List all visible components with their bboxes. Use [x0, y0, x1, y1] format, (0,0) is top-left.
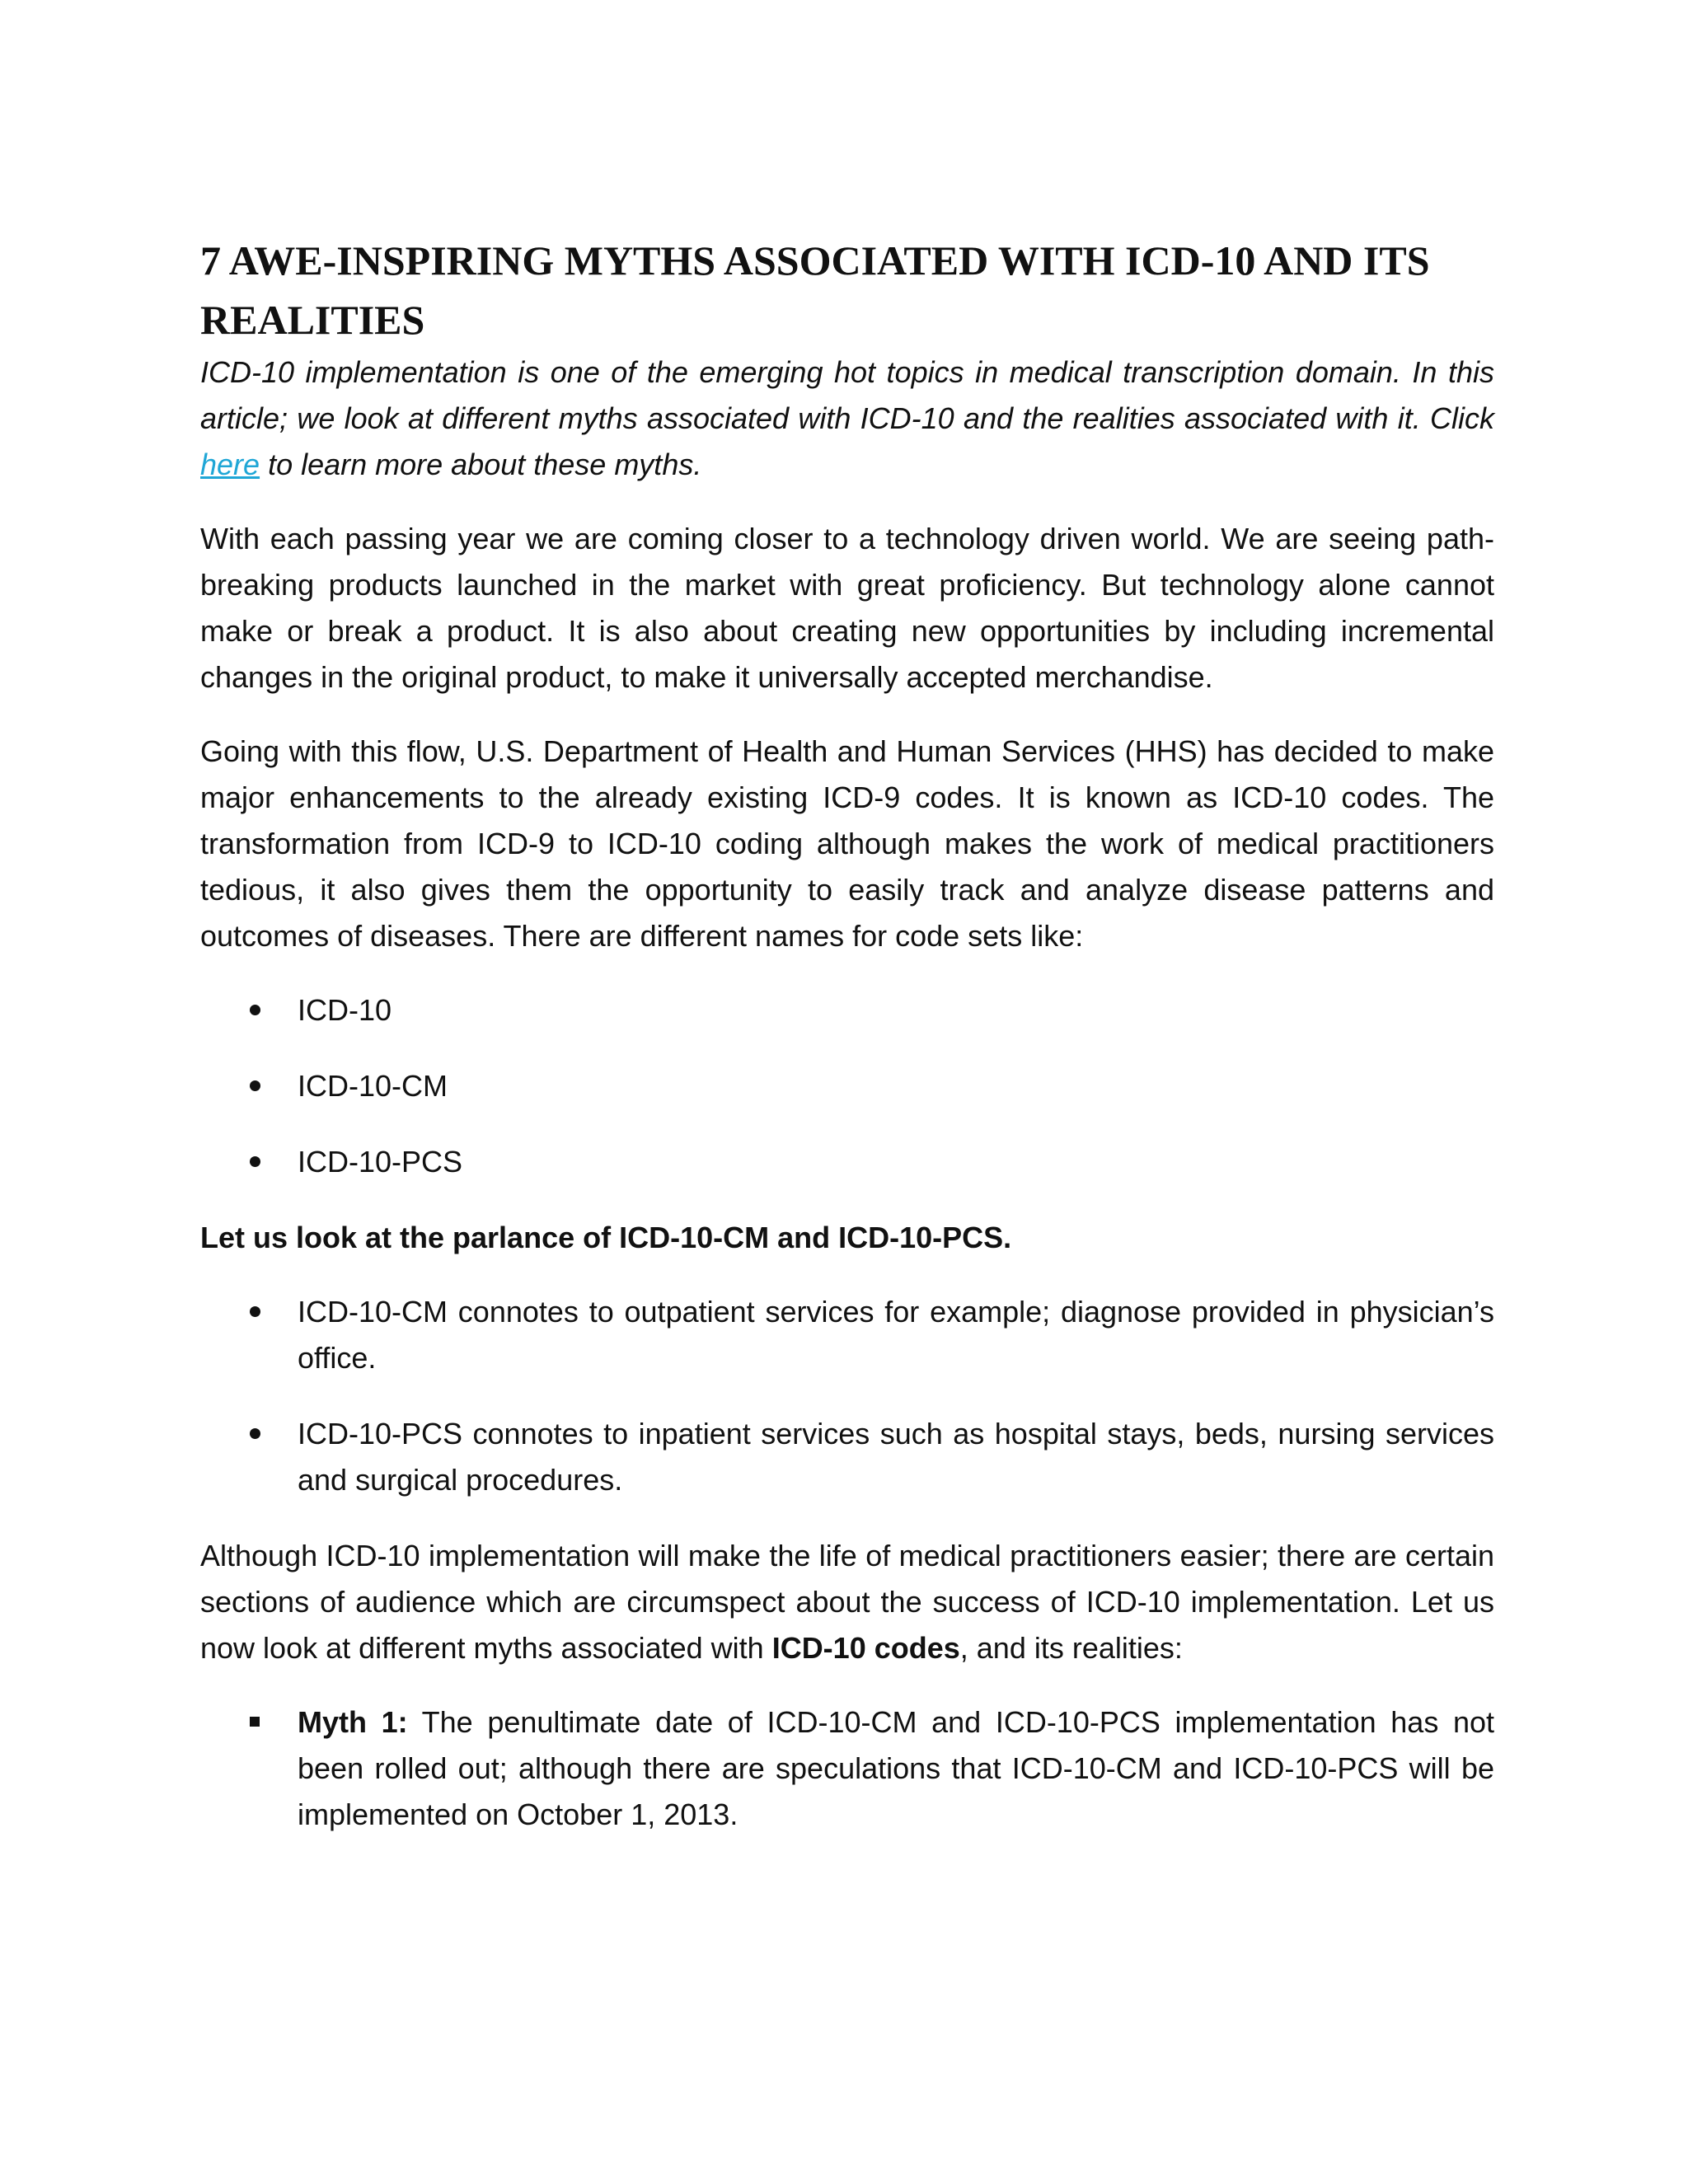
- icd10-codes-emphasis: ICD-10 codes: [771, 1631, 960, 1665]
- parlance-subheading: Let us look at the parlance of ICD-10-CM and ICD-10-PCS.: [200, 1221, 1012, 1254]
- code-set-label: ICD-10-PCS: [298, 1145, 463, 1179]
- myths-intro-text-end: , and its realities:: [959, 1631, 1183, 1665]
- bullet-icon: [250, 1306, 260, 1317]
- code-sets-list: [200, 987, 1494, 1185]
- paragraph-hhs: Going with this flow, U.S. Department of Health and Human Services (HHS) has decided to make major enhancements to the already existing ICD-9 codes. It is known as ICD-10 codes. The transformation from ICD-9 to ICD-10 coding although makes the work of medical practitioners tedious, it also gives them the opportunity to easily track and analyze disease patterns and outcomes of diseases. There are different names for code sets like:: [200, 734, 1494, 953]
- list-item: [200, 1139, 1494, 1185]
- myth-text: The penultimate date of ICD-10-CM and ICD-10-PCS implementation has not been rolled out; although there are speculations that ICD-10-CM and ICD-10-PCS will be implemented on October 1, 2013.: [298, 1705, 1495, 1831]
- code-set-label: ICD-10-CM: [298, 1069, 448, 1103]
- myth-label: Myth 1:: [298, 1705, 408, 1739]
- list-item: [200, 1289, 1494, 1381]
- intro-paragraph: [200, 349, 1494, 488]
- myth-item: [200, 1699, 1494, 1838]
- parlance-text: ICD-10-CM connotes to outpatient services for example; diagnose provided in physician’s office.: [298, 1295, 1494, 1375]
- myths-intro-text: Although ICD-10 implementation will make the life of medical practitioners easier; there are certain sections of audience which are circumspect about the success of ICD-10 implementation. Let us now look at different myths associated with: [200, 1539, 1494, 1665]
- article-body: [200, 231, 1494, 1868]
- bullet-icon: [250, 1080, 260, 1091]
- here-link[interactable]: here: [200, 448, 260, 481]
- bullet-icon: [250, 1156, 260, 1167]
- code-set-label: ICD-10: [298, 993, 392, 1027]
- intro-text-before-link: ICD-10 implementation is one of the emerging hot topics in medical transcription domain. In this article; we look at different myths associated with ICD-10 and the realities associated with it. Click: [200, 355, 1494, 435]
- square-bullet-icon: [250, 1717, 260, 1727]
- bullet-icon: [250, 1428, 260, 1439]
- paragraph-technology: With each passing year we are coming closer to a technology driven world. We are seeing path-breaking products launched in the market with great proficiency. But technology alone cannot make or break a product. It is also about creating new opportunities by including incremental changes in the original product, to make it universally accepted merchandise.: [200, 522, 1494, 694]
- paragraph-myths-intro: [200, 1533, 1494, 1671]
- myths-list: [200, 1699, 1494, 1838]
- intro-text-after-link: to learn more about these myths.: [260, 448, 702, 481]
- list-item: [200, 1411, 1494, 1503]
- parlance-list: [200, 1289, 1494, 1503]
- article-title: 7 AWE-INSPIRING MYTHS ASSOCIATED WITH ICD-10 AND ITS REALITIES: [200, 237, 1430, 343]
- list-item: [200, 987, 1494, 1033]
- parlance-text: ICD-10-PCS connotes to inpatient services such as hospital stays, beds, nursing services and surgical procedures.: [298, 1417, 1494, 1497]
- bullet-icon: [250, 1005, 260, 1015]
- list-item: [200, 1063, 1494, 1109]
